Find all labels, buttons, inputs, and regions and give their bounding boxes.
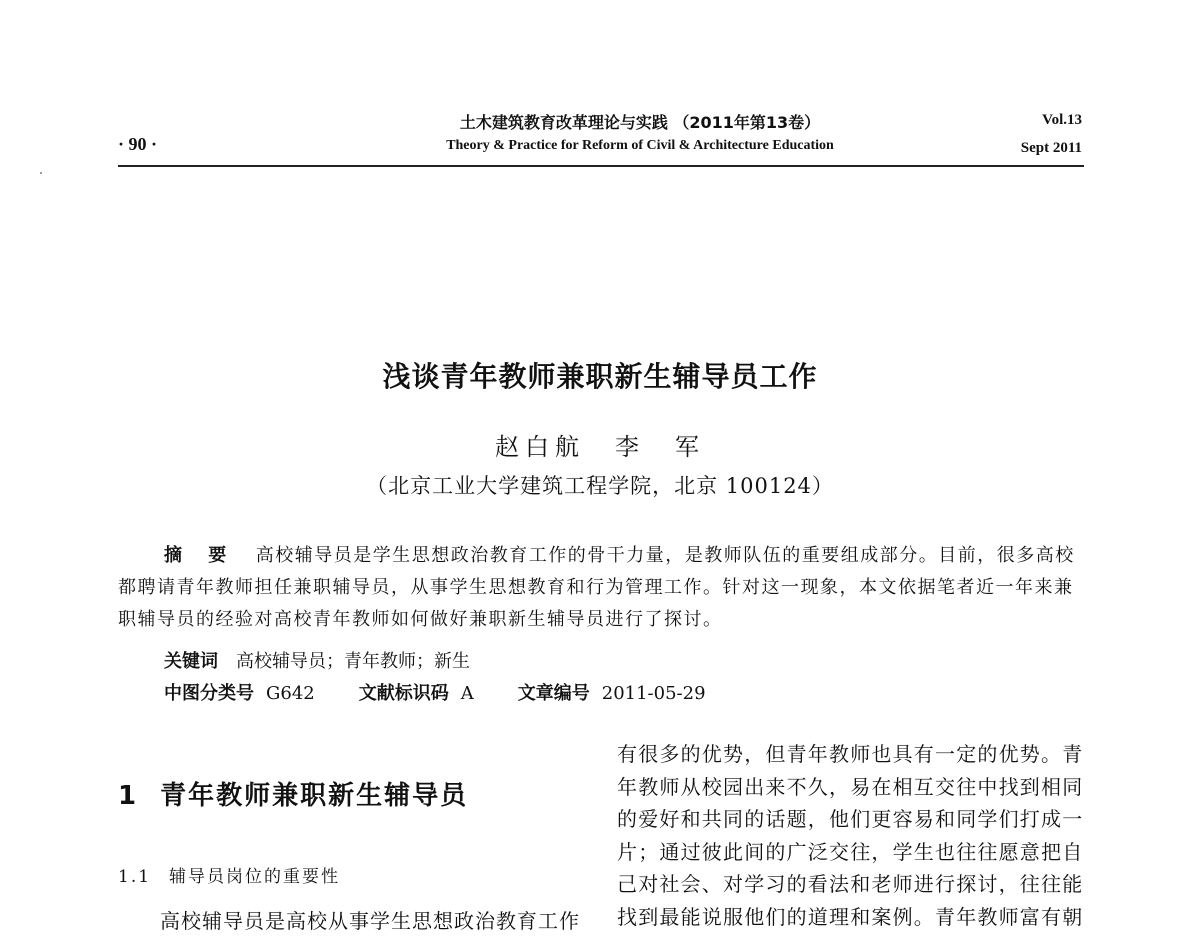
keywords-text: 高校辅导员；青年教师；新生 [236, 651, 470, 672]
body-line: 的爱好和共同的话题，他们更容易和同学们打成一 [617, 807, 1084, 831]
journal-title-en: Theory & Practice for Reform of Civil & Architecture Education [446, 138, 834, 153]
clc-value: G642 [266, 683, 315, 704]
scan-speck [40, 172, 42, 174]
keywords-label: 关键词 [164, 651, 218, 672]
body-line: 片；通过彼此间的广泛交往，学生也往往愿意把自 [617, 839, 1084, 864]
left-column-cut-line: 高校辅导员是高校从事学生思想政治教育工作 [160, 909, 580, 933]
section-1-number: 1 [118, 781, 139, 811]
doc-code-label: 文献标识码 [358, 683, 449, 704]
article-number-label: 文章编号 [517, 683, 590, 704]
right-column-text [617, 738, 1089, 933]
abstract-block [118, 540, 1086, 636]
section-1-heading [118, 775, 468, 812]
keywords-row [164, 647, 470, 673]
article-authors: 赵白航 李 军 [495, 433, 705, 461]
author-affiliation: （北京工业大学建筑工程学院，北京 100124） [366, 474, 834, 498]
doc-code-value: A [460, 683, 474, 704]
header-rule [118, 165, 1084, 167]
section-1-title: 青年教师兼职新生辅导员 [160, 781, 469, 811]
body-line: 找到最能说服他们的道理和案例。青年教师富有朝 [617, 904, 1084, 929]
classification-row [164, 679, 706, 705]
page-number: · 90 · [118, 134, 158, 154]
body-line: 己对社会、对学习的看法和老师进行探讨，往往能 [617, 872, 1084, 896]
volume-label: Vol.13 [1042, 112, 1082, 128]
section-1-1-heading [118, 862, 340, 887]
clc-label: 中图分类号 [164, 683, 254, 704]
section-1-1-number: 1.1 [118, 867, 152, 887]
body-line: 有很多的优势，但青年教师也具有一定的优势。青 [617, 742, 1084, 766]
article-number-value: 2011-05-29 [601, 683, 706, 704]
abstract-label: 摘 要 [164, 545, 237, 566]
journal-title-cn: 土木建筑教育改革理论与实践 （2011年第13卷） [459, 113, 821, 132]
body-line: 年教师从校园出来不久，易在相互交往中找到相同 [617, 774, 1084, 799]
abstract-text: 高校辅导员是学生思想政治教育工作的骨干力量，是教师队伍的重要组成部分。目前，很多高校都聘请青年教师担任兼职辅导员，从事学生思想教育和行为管理工作。针对这一现象，本文依据笔者近一年来兼职辅导员的经验对高校青年教师如何做好兼职新生辅导员进行了探讨。 [118, 545, 1075, 630]
issue-date: Sept 2011 [1020, 140, 1082, 156]
article-title: 浅谈青年教师兼职新生辅导员工作 [382, 360, 818, 393]
section-1-1-title: 辅导员岗位的重要性 [169, 867, 341, 887]
